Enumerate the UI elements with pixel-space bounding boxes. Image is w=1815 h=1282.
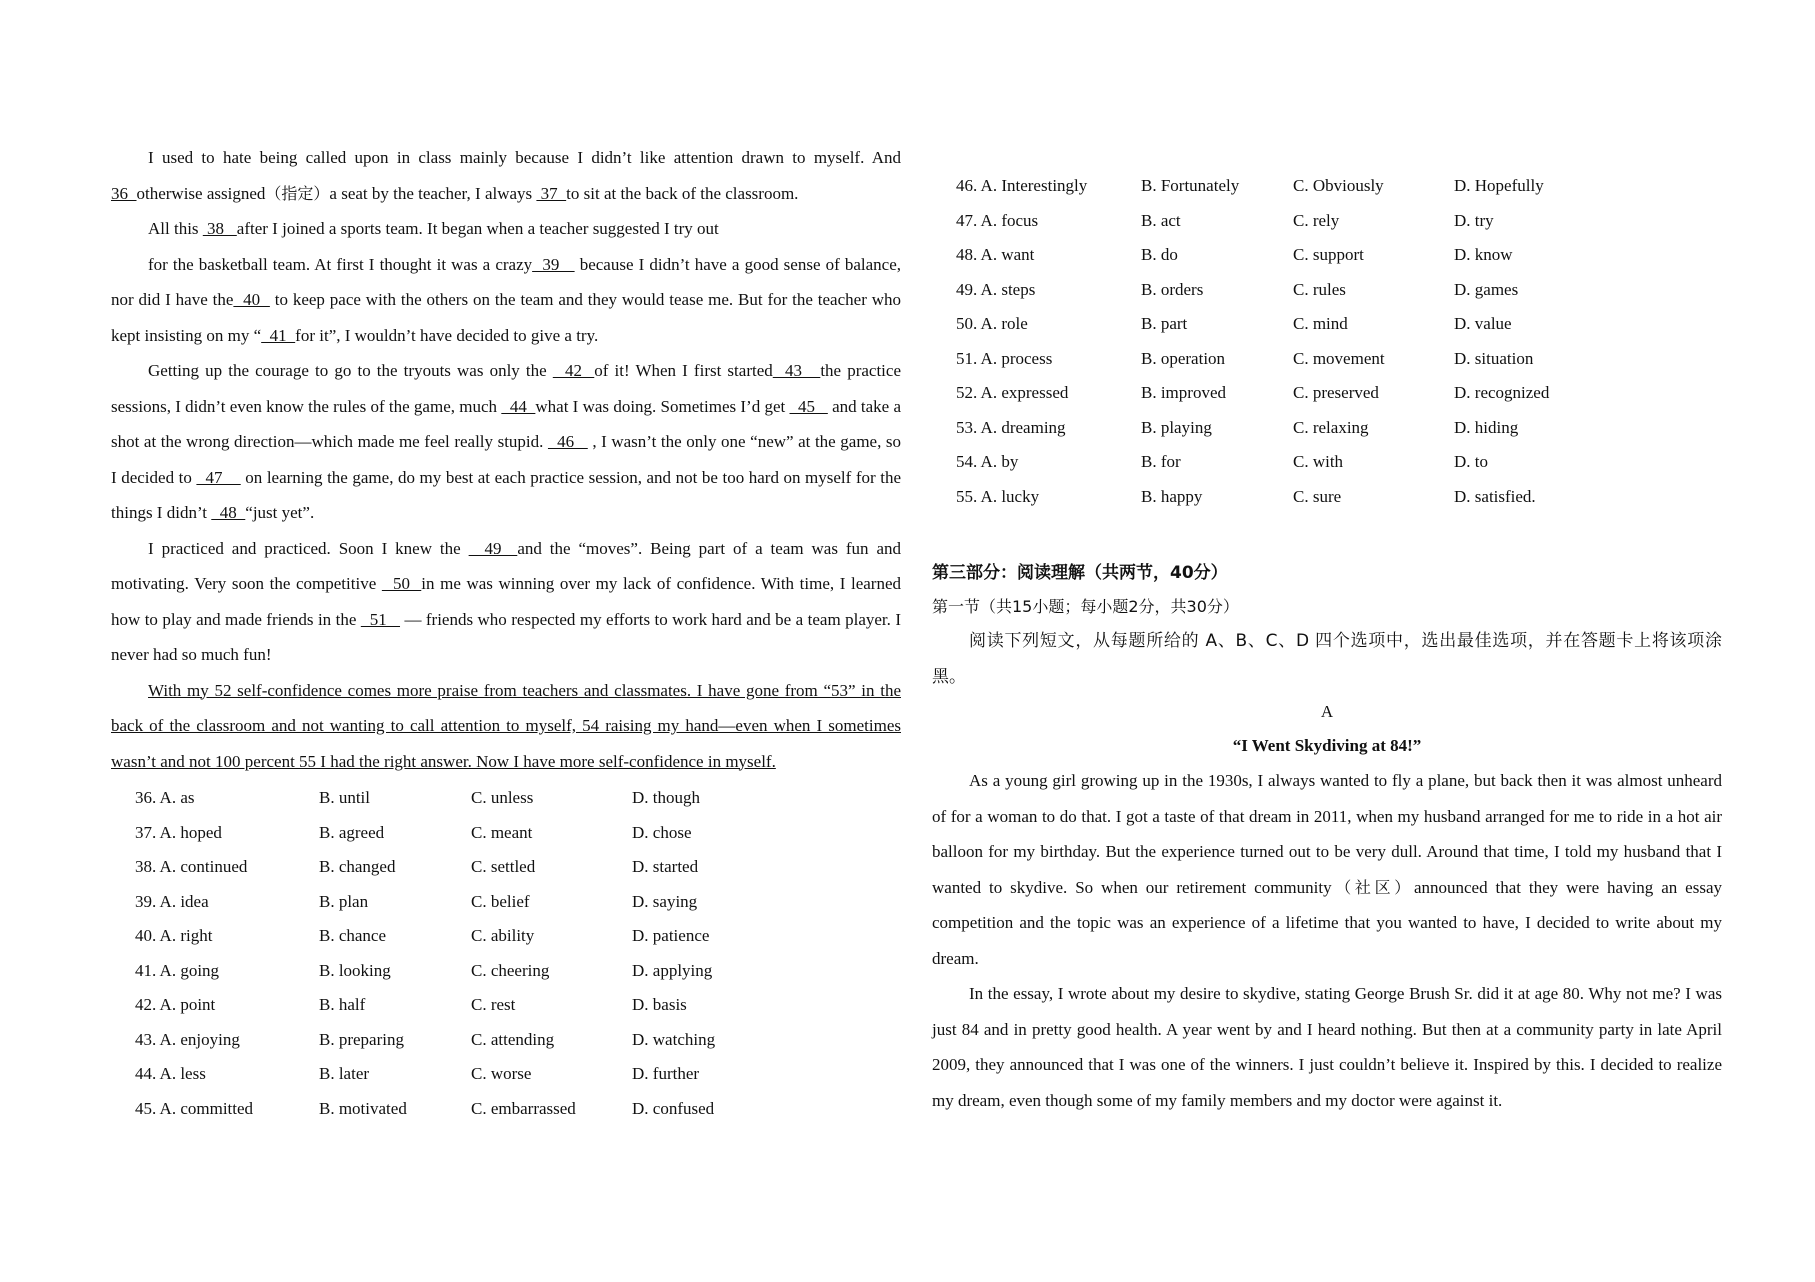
option-a: 49. A. steps <box>956 279 1036 299</box>
option-c: C. preserved <box>1293 383 1379 403</box>
option-d: D. value <box>1454 314 1512 334</box>
option-c: C. attending <box>471 1029 555 1049</box>
cloze-paragraph-6 <box>111 673 901 780</box>
option-b: B. changed <box>319 857 396 877</box>
options-46-55 <box>932 169 1722 514</box>
text: otherwise assigned <box>136 183 266 203</box>
option-row-52 <box>932 376 1722 411</box>
option-d: D. watching <box>632 1029 716 1049</box>
text: of it! When I first started <box>594 361 773 380</box>
option-a: 53. A. dreaming <box>956 417 1066 437</box>
blank-39: 39 <box>532 254 575 274</box>
option-b: B. orders <box>1141 279 1204 299</box>
option-c: C. ability <box>471 926 535 946</box>
option-b: B. happy <box>1141 486 1203 506</box>
option-d: D. hiding <box>1454 417 1519 437</box>
option-row-43 <box>111 1023 901 1058</box>
option-d: D. satisfied. <box>1454 486 1536 506</box>
passage-paragraph-1 <box>932 763 1722 976</box>
option-b: B. for <box>1141 452 1181 472</box>
option-d: D. started <box>632 857 699 877</box>
option-c: C. mind <box>1293 314 1348 334</box>
option-b: B. preparing <box>319 1029 404 1049</box>
option-c: C. relaxing <box>1293 417 1369 437</box>
cloze-paragraph-2 <box>111 211 901 247</box>
text: I used to hate being called upon in class mainly because I didn’t like attention drawn to myself. And <box>148 148 901 167</box>
option-row-40 <box>111 919 901 954</box>
option-row-44 <box>111 1057 901 1092</box>
option-b: B. do <box>1141 245 1178 265</box>
option-b: B. looking <box>319 960 391 980</box>
option-b: B. agreed <box>319 822 385 842</box>
option-d: D. Hopefully <box>1454 176 1544 196</box>
option-a: 45. A. committed <box>135 1098 254 1118</box>
option-row-37 <box>111 816 901 851</box>
option-c: C. support <box>1293 245 1364 265</box>
blank-37: 37 <box>536 183 567 203</box>
text: announced that they were having an essay competition and the topic was an experience of a lifetime that you wanted to have, I decided to write about my dream. <box>932 877 1722 968</box>
option-a: 47. A. focus <box>956 210 1039 230</box>
option-c: C. meant <box>471 822 533 842</box>
option-a: 41. A. going <box>135 960 220 980</box>
option-c: C. unless <box>471 788 534 808</box>
option-row-47 <box>932 204 1722 239</box>
option-c: C. rely <box>1293 210 1340 230</box>
option-b: B. motivated <box>319 1098 407 1118</box>
option-row-36 <box>111 781 901 816</box>
left-column <box>111 140 901 1126</box>
section-title: 第三部分：阅读理解（共两节，40分） <box>932 563 1228 583</box>
text: and take a shot at the wrong direction—which made me feel really stupid. <box>111 396 902 451</box>
option-a: 38. A. continued <box>135 857 248 877</box>
text: Getting up the courage to go to the tryouts was only the <box>148 361 553 380</box>
option-a: 39. A. idea <box>135 891 209 911</box>
option-d: D. saying <box>632 891 698 911</box>
cloze-paragraph-4 <box>111 353 901 531</box>
passage-paragraph-2: In the essay, I wrote about my desire to skydive, stating George Brush Sr. did it at age 80. Why not me? I was just 84 and in pretty good health. A year went by and I heard nothing. But then at a community party in late April 2009, they announced that I was one of the winners. I just couldn’t believe it. Inspired by this. I decided to realize my dream, even though some of my family members and my doctor were against it. <box>932 984 1722 1110</box>
option-d: D. confused <box>632 1098 715 1118</box>
option-c: C. embarrassed <box>471 1098 576 1118</box>
option-c: C. cheering <box>471 960 550 980</box>
option-d: D. further <box>632 1064 700 1084</box>
option-b: B. playing <box>1141 417 1212 437</box>
option-a: 55. A. lucky <box>956 486 1040 506</box>
option-row-55 <box>932 480 1722 515</box>
cloze-paragraph-5 <box>111 531 901 673</box>
chinese-note: （社区） <box>1331 877 1414 897</box>
option-d: D. games <box>1454 279 1519 299</box>
section-subtitle: 第一节（共15小题；每小题2分，共30分） <box>932 597 1239 616</box>
cloze-paragraph-3 <box>111 247 901 354</box>
text: after I joined a sports team. It began when a teacher suggested I try out <box>236 219 719 238</box>
option-a: 44. A. less <box>135 1064 206 1084</box>
text: the practice sessions, I didn’t even know the rules of the game, much <box>111 361 901 416</box>
text: , I wasn’t the only one “new” at the game, so I decided to <box>111 432 902 487</box>
option-b: B. plan <box>319 891 369 911</box>
text: a seat by the teacher, I always <box>329 183 537 203</box>
option-b: B. chance <box>319 926 387 946</box>
option-b: B. half <box>319 995 366 1015</box>
blank-46: 46 <box>547 432 588 451</box>
text: what I was doing. Sometimes I’d get <box>535 396 790 416</box>
blank-47: 47 <box>196 467 241 487</box>
option-a: 42. A. point <box>135 995 216 1015</box>
option-a: 46. A. Interestingly <box>956 176 1088 196</box>
text: — friends who respected my efforts to work hard and be a team player. I never had so much fun! <box>111 609 901 664</box>
blank-49: 49 <box>468 538 518 558</box>
blank-38: 38 <box>202 219 237 238</box>
option-b: B. Fortunately <box>1141 176 1240 196</box>
option-row-54 <box>932 445 1722 480</box>
option-c: C. with <box>1293 452 1344 472</box>
blank-45: 45 <box>789 396 828 416</box>
text: “just yet”. <box>245 503 315 522</box>
option-b: B. operation <box>1141 348 1226 368</box>
passage-label: A <box>1320 702 1334 721</box>
option-a: 52. A. expressed <box>956 383 1069 403</box>
underlined-text: With my 52 self-confidence comes more praise from teachers and classmates. I have gone from “53” in the back of the classroom and not wanting to call attention to myself, 54 raising my hand—even when I sometimes wasn’t and not 100 percent 55 I had the right answer. Now I have more self-confidence in myself. <box>111 680 901 771</box>
option-a: 48. A. want <box>956 245 1035 265</box>
option-a: 37. A. hoped <box>135 822 222 842</box>
option-a: 43. A. enjoying <box>135 1029 240 1049</box>
blank-42: 42 <box>552 361 595 380</box>
text: and the “moves”. Being part of a team was fun and motivating. Very soon the competitive <box>111 538 901 593</box>
option-c: C. Obviously <box>1293 176 1384 196</box>
text: to keep pace with the others on the team and they would tease me. But for the teacher who kept insisting on my “ <box>111 290 901 345</box>
blank-43: 43 <box>772 361 821 380</box>
option-c: C. sure <box>1293 486 1342 506</box>
option-row-50 <box>932 307 1722 342</box>
text: in me was winning over my lack of confidence. With time, I learned how to play and made friends in the <box>111 574 902 629</box>
option-c: C. rest <box>471 995 516 1015</box>
option-b: B. until <box>319 788 371 808</box>
option-row-42 <box>111 988 901 1023</box>
text: on learning the game, do my best at each practice session, and not be too hard on myself for the things I didn’t <box>111 467 902 522</box>
option-row-49 <box>932 273 1722 308</box>
text: for the basketball team. At first I thought it was a crazy <box>148 254 533 274</box>
option-b: B. part <box>1141 314 1188 334</box>
option-a: 36. A. as <box>135 788 195 808</box>
option-a: 50. A. role <box>956 314 1028 334</box>
option-c: C. worse <box>471 1064 532 1084</box>
passage-title: “I Went Skydiving at 84!” <box>1232 736 1422 755</box>
option-d: D. try <box>1454 210 1494 230</box>
option-b: B. improved <box>1141 383 1226 403</box>
right-column <box>932 169 1722 1118</box>
option-d: D. situation <box>1454 348 1534 368</box>
blank-51: 51 <box>360 609 401 629</box>
option-c: C. settled <box>471 857 536 877</box>
option-d: D. applying <box>632 960 713 980</box>
option-row-45 <box>111 1092 901 1127</box>
option-row-51 <box>932 342 1722 377</box>
option-c: C. movement <box>1293 348 1385 368</box>
option-d: D. to <box>1454 452 1488 472</box>
option-c: C. belief <box>471 891 530 911</box>
option-row-38 <box>111 850 901 885</box>
option-d: D. recognized <box>1454 383 1550 403</box>
options-36-45 <box>111 781 901 1126</box>
blank-41: 41 <box>261 325 296 345</box>
option-d: D. know <box>1454 245 1513 265</box>
text: to sit at the back of the classroom. <box>566 183 799 203</box>
text: because I didn’t have a good sense of balance, nor did I have the <box>111 254 901 309</box>
text: All this <box>148 219 203 238</box>
blank-44: 44 <box>501 396 536 416</box>
option-row-39 <box>111 885 901 920</box>
option-a: 40. A. right <box>135 926 213 946</box>
option-row-46 <box>932 169 1722 204</box>
option-b: B. act <box>1141 210 1181 230</box>
option-c: C. rules <box>1293 279 1346 299</box>
option-row-41 <box>111 954 901 989</box>
option-d: D. basis <box>632 995 687 1015</box>
blank-48: 48 <box>211 503 246 522</box>
text: As a young girl growing up in the 1930s, I always wanted to fly a plane, but back then it was almost unheard of for a woman to do that. I got a taste of that dream in 2011, when my husband arranged for me to ride in a hot air balloon for my birthday. But the experience turned out to be very dull. Around that time, I told my husband that I wanted to skydive. So when our retirement community <box>932 771 1722 897</box>
option-d: D. patience <box>632 926 710 946</box>
blank-50: 50 <box>381 574 422 593</box>
option-a: 54. A. by <box>956 452 1019 472</box>
chinese-note: （指定） <box>265 183 330 203</box>
instructions: 阅读下列短文，从每题所给的 A、B、C、D 四个选项中，选出最佳选项，并在答题卡上将该项涂黑。 <box>932 631 1722 687</box>
text: I practiced and practiced. Soon I knew the <box>148 538 469 558</box>
option-d: D. though <box>632 788 700 808</box>
option-row-53 <box>932 411 1722 446</box>
option-d: D. chose <box>632 822 692 842</box>
option-b: B. later <box>319 1064 370 1084</box>
option-row-48 <box>932 238 1722 273</box>
option-a: 51. A. process <box>956 348 1053 368</box>
blank-40: 40 <box>233 290 270 309</box>
text: for it”, I wouldn’t have decided to give a try. <box>295 325 599 345</box>
blank-36: 36 <box>111 183 137 203</box>
cloze-paragraph-1 <box>111 140 901 211</box>
